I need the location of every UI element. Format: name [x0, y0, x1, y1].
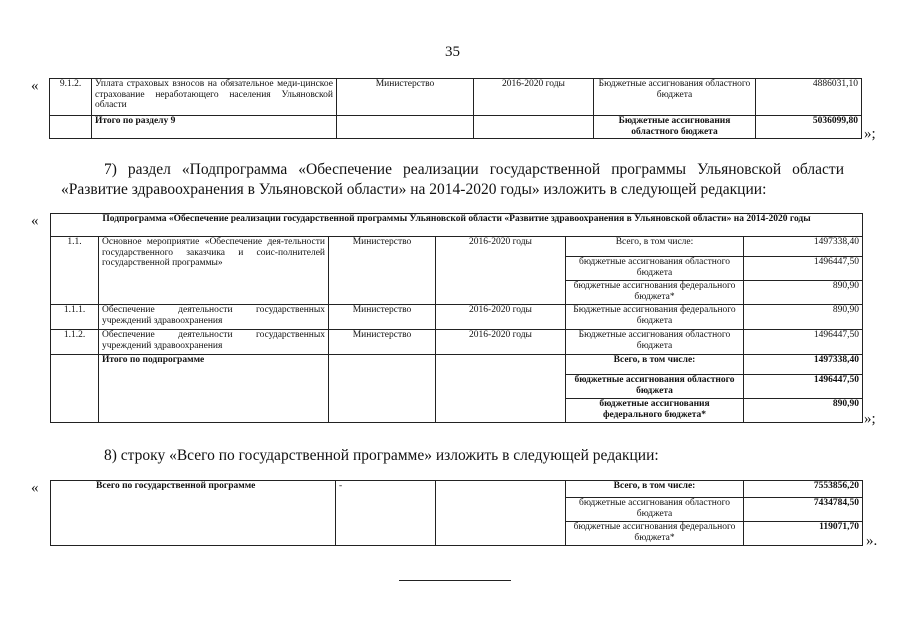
row-executor: Министерство: [329, 237, 436, 305]
footer-divider: [399, 580, 511, 581]
table-header-row: [51, 214, 863, 237]
subprogram-table: [50, 213, 863, 423]
row-amount: 1496447,50: [744, 330, 863, 355]
paragraph-7-line-2: «Развитие здравоохранения в Ульяновской области» на 2014-2020 годы» изложить в следующей редакции:: [61, 181, 767, 198]
row-source: Всего, в том числе:: [566, 481, 744, 498]
paragraph-7-line-1: 7) раздел «Подпрограмма «Обеспечение реализации государственной программы Ульяновской области: [104, 161, 844, 178]
row-amount: 1496447,50: [744, 257, 863, 281]
table-row: [51, 305, 863, 330]
row-source: Бюджетные ассигнования федерального бюджета: [566, 305, 744, 330]
row-name: Основное мероприятие «Обеспечение дея-тельности государственного заказчика и соис-полнителей государственной программы»: [99, 237, 329, 305]
open-quote-1: «: [31, 78, 39, 94]
empty-cell: [51, 355, 99, 423]
row-source: бюджетные ассигнования федерального бюджета*: [566, 399, 744, 423]
row-name: Итого по разделу 9: [92, 116, 337, 139]
row-amount: 1496447,50: [744, 375, 863, 399]
row-source: Всего, в том числе:: [566, 237, 744, 257]
row-name: Итого по подпрограмме: [99, 355, 329, 423]
row-name: Обеспечение деятельности государственных учреждений здравоохранения: [99, 330, 329, 355]
row-number: 9.1.2.: [50, 79, 92, 116]
row-amount: 1497338,40: [744, 237, 863, 257]
paragraph-8: 8) строку «Всего по государственной программе» изложить в следующей редакции:: [104, 447, 659, 464]
row-source: Бюджетные ассигнования областного бюджета: [566, 330, 744, 355]
table-row: [50, 79, 862, 116]
empty-cell: [329, 355, 436, 423]
row-number: [50, 116, 92, 139]
empty-cell: [436, 355, 566, 423]
row-executor: -: [336, 481, 436, 546]
close-quote-2: »;: [864, 411, 876, 427]
row-source: Всего, в том числе:: [566, 355, 744, 375]
row-amount: 7434784,50: [744, 498, 863, 522]
subprogram-header: Подпрограмма «Обеспечение реализации государственной программы Ульяновской области «Развитие здравоохранения в Ульяновской области» на 2014-2020 годы: [51, 214, 863, 237]
row-source: бюджетные ассигнования областного бюджета: [566, 498, 744, 522]
close-quote-1: »;: [864, 126, 876, 142]
row-executor: Министерство: [329, 305, 436, 330]
table-row: [51, 481, 863, 498]
open-quote-2: «: [31, 213, 39, 229]
row-executor: Министерство: [329, 330, 436, 355]
row-amount: 4886031,10: [756, 79, 862, 116]
open-quote-3: «: [31, 480, 39, 496]
row-period: 2016-2020 годы: [474, 79, 594, 116]
row-amount: 890,90: [744, 281, 863, 305]
row-period: 2016-2020 годы: [436, 330, 566, 355]
row-period: 2016-2020 годы: [436, 305, 566, 330]
row-source: бюджетные ассигнования областного бюджета: [566, 257, 744, 281]
row-executor: [337, 116, 474, 139]
row-amount: 1497338,40: [744, 355, 863, 375]
row-name: Обеспечение деятельности государственных учреждений здравоохранения: [99, 305, 329, 330]
row-amount: 890,90: [744, 399, 863, 423]
empty-cell: [436, 481, 566, 546]
row-amount: 890,90: [744, 305, 863, 330]
row-amount: 7553856,20: [744, 481, 863, 498]
section-9-table: [49, 78, 862, 139]
row-amount: 119071,70: [744, 522, 863, 546]
page-number: 35: [445, 44, 460, 60]
row-source: Бюджетные ассигнования областного бюджета: [594, 116, 756, 139]
row-number: 1.1.1.: [51, 305, 99, 330]
table-row: [51, 355, 863, 375]
row-name: Всего по государственной программе: [51, 481, 336, 546]
row-name: Уплата страховых взносов на обязательное меди-цинское страхование неработающего населения Ульяновской области: [92, 79, 337, 116]
table-row: [50, 116, 862, 139]
row-period: 2016-2020 годы: [436, 237, 566, 305]
row-executor: Министерство: [337, 79, 474, 116]
row-source: бюджетные ассигнования областного бюджета: [566, 375, 744, 399]
row-amount: 5036099,80: [756, 116, 862, 139]
close-quote-3: ».: [866, 533, 878, 549]
table-row: [51, 330, 863, 355]
row-source: бюджетные ассигнования федерального бюджета*: [566, 522, 744, 546]
row-source: бюджетные ассигнования федерального бюджета*: [566, 281, 744, 305]
row-period: [474, 116, 594, 139]
row-source: Бюджетные ассигнования областного бюджета: [594, 79, 756, 116]
row-number: 1.1.2.: [51, 330, 99, 355]
program-total-table: [50, 480, 863, 546]
table-row: [51, 237, 863, 257]
row-number: 1.1.: [51, 237, 99, 305]
